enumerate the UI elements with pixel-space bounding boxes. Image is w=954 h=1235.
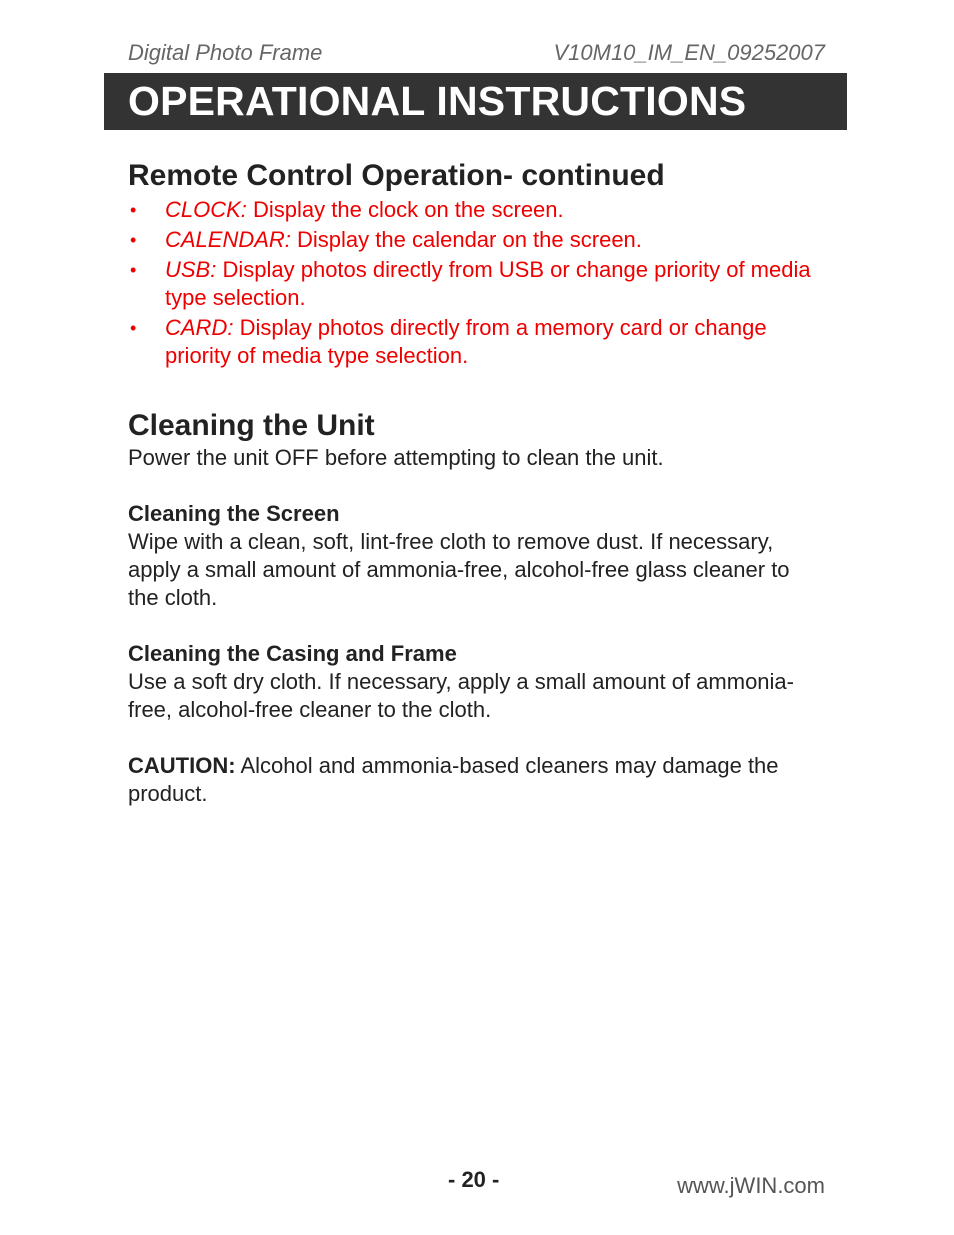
caution-text: Alcohol and ammonia-based cleaners may damage the product. xyxy=(128,753,779,806)
page-number: - 20 - xyxy=(448,1167,500,1192)
item-description: Display photos directly from a memory card or change priority of media type selection. xyxy=(165,315,767,368)
chapter-banner xyxy=(104,73,847,130)
cleaning-intro: Power the unit OFF before attempting to clean the unit. xyxy=(128,445,664,470)
item-description: Display photos directly from USB or change priority of media type selection. xyxy=(165,257,811,310)
cleaning-casing-heading: Cleaning the Casing and Frame xyxy=(128,641,457,666)
cleaning-section xyxy=(128,408,818,808)
bullet-icon: • xyxy=(130,260,137,280)
remote-section-heading: Remote Control Operation- continued xyxy=(128,159,665,192)
item-term: CLOCK: xyxy=(165,197,247,222)
page-content xyxy=(128,158,818,808)
cleaning-casing-text: Use a soft dry cloth. If necessary, apply a small amount of ammonia-free, alcohol-free cleaner to the cloth. xyxy=(128,669,794,722)
cleaning-screen-text: Wipe with a clean, soft, lint-free cloth to remove dust. If necessary, apply a small amount of ammonia-free, alcohol-free glass cleaner to the cloth. xyxy=(128,529,790,610)
website-url: www.jWIN.com xyxy=(677,1173,825,1198)
item-term: CALENDAR: xyxy=(165,227,291,252)
bullet-icon: • xyxy=(130,200,137,220)
cleaning-section-heading: Cleaning the Unit xyxy=(128,409,375,442)
bullet-icon: • xyxy=(130,318,137,338)
list-item-calendar xyxy=(128,226,818,254)
document-title: Digital Photo Frame xyxy=(128,40,323,65)
item-description: Display the clock on the screen. xyxy=(246,197,564,222)
list-item-clock xyxy=(128,196,818,224)
caution-note xyxy=(128,752,818,808)
remote-functions-list xyxy=(128,196,818,370)
list-item-card xyxy=(128,314,818,370)
list-item-usb xyxy=(128,256,818,312)
item-term: CARD: xyxy=(165,315,234,340)
bullet-icon: • xyxy=(130,230,137,250)
item-description: Display the calendar on the screen. xyxy=(290,227,642,252)
item-term: USB: xyxy=(165,257,217,282)
chapter-title: OPERATIONAL INSTRUCTIONS xyxy=(128,78,747,124)
document-code: V10M10_IM_EN_09252007 xyxy=(553,40,825,65)
cleaning-screen-heading: Cleaning the Screen xyxy=(128,501,340,526)
caution-label: CAUTION: xyxy=(128,753,236,778)
